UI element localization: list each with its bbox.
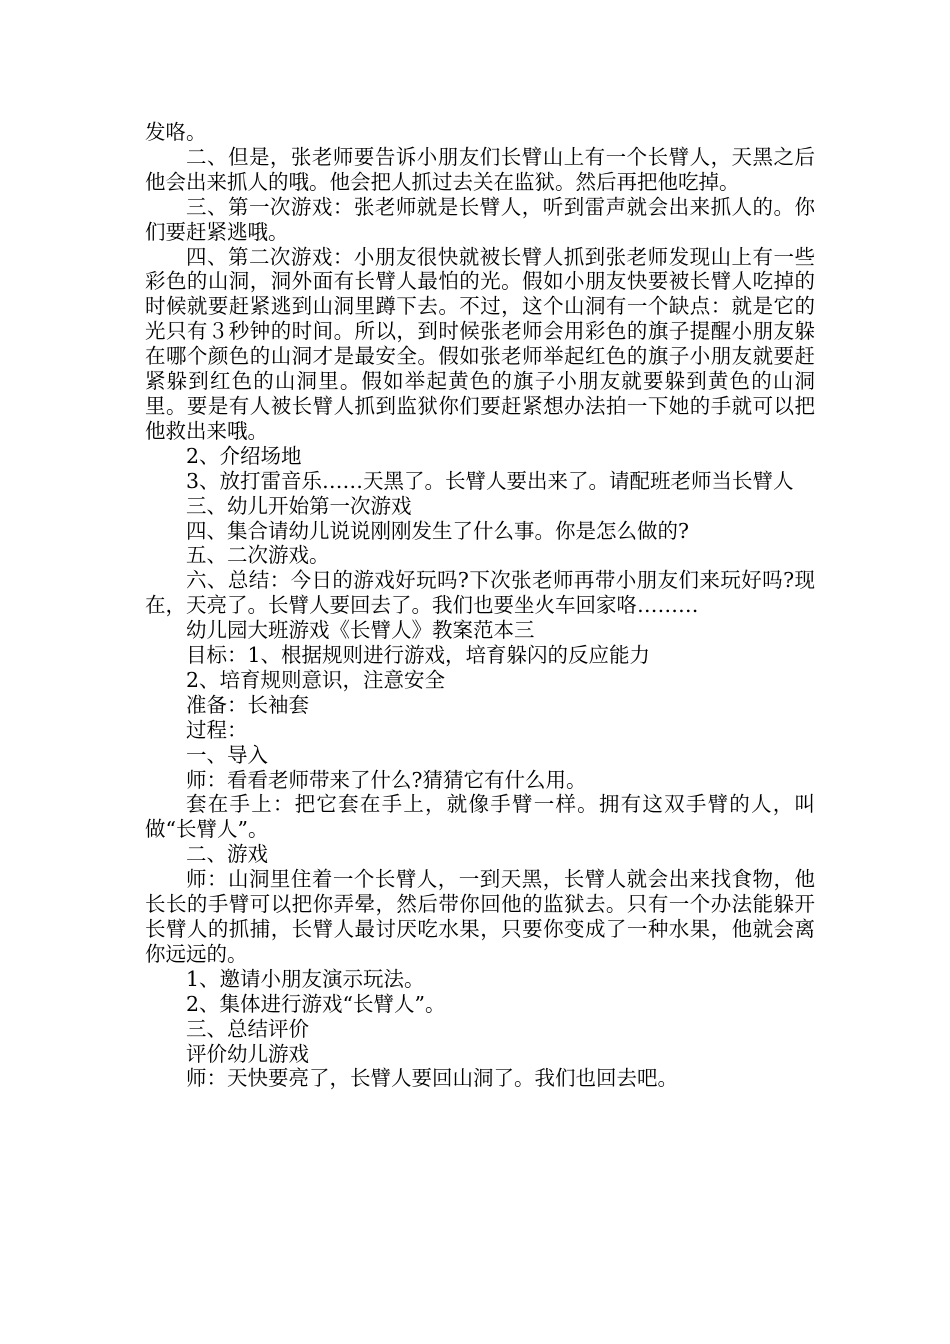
paragraph-16: 一、导入 [186, 742, 268, 767]
paragraph-8: 四、集合请幼儿说说刚刚发生了什么事。你是怎么做的? [186, 518, 689, 543]
paragraph-21: 1、邀请小朋友演示玩法。 [186, 966, 425, 991]
paragraph-3: 三、第一次游戏：张老师就是长臂人，听到雷声就会出来抓人的。你们要赶紧逃哦。 [145, 194, 815, 244]
paragraph-10: 六、总结：今日的游戏好玩吗?下次张老师再带小朋友们来玩好吗?现在，天亮了。长臂人要回去了。我们也要坐火车回家咯……… [145, 568, 815, 618]
paragraph-12: 目标：1、根据规则进行游戏，培育躲闪的反应能力 [186, 643, 651, 668]
paragraph-15: 过程： [186, 717, 248, 742]
paragraph-5: 2、介绍场地 [186, 443, 302, 468]
paragraph-17: 师：看看老师带来了什么?猜猜它有什么用。 [186, 767, 587, 792]
paragraph-9: 五、二次游戏。 [186, 543, 330, 568]
paragraph-7: 三、幼儿开始第一次游戏 [186, 493, 412, 518]
paragraph-23: 三、总结评价 [186, 1016, 309, 1041]
section-heading: 幼儿园大班游戏《长臂人》教案范本三 [186, 618, 535, 643]
paragraph-18: 套在手上：把它套在手上，就像手臂一样。拥有这双手臂的人，叫做“长臂人”。 [145, 792, 815, 842]
paragraph-20: 师：山洞里住着一个长臂人，一到天黑，长臂人就会出来找食物，他长长的手臂可以把你弄晕，然后带你回他的监狱去。只有一个办法能躲开长臂人的抓捕，长臂人最讨厌吃水果，只要你变成了一种水果，他就会离你远远的。 [145, 867, 815, 966]
paragraph-24: 评价幼儿游戏 [186, 1041, 309, 1066]
paragraph-13: 2、培育规则意识，注意安全 [186, 667, 446, 692]
document-page [145, 120, 815, 1091]
paragraph-4: 四、第二次游戏：小朋友很快就被长臂人抓到张老师发现山上有一些彩色的山洞，洞外面有长臂人最怕的光。假如小朋友快要被长臂人吃掉的时候就要赶紧逃到山洞里蹲下去。不过，这个山洞有一个缺点：就是它的光只有３秒钟的时间。所以，到时候张老师会用彩色的旗子提醒小朋友躲在哪个颜色的山洞才是最安全。假如张老师举起红色的旗子小朋友就要赶紧躲到红色的山洞里。假如举起黄色的旗子小朋友就要躲到黄色的山洞里。要是有人被长臂人抓到监狱你们要赶紧想办法拍一下她的手就可以把他救出来哦。 [145, 244, 815, 443]
paragraph-19: 二、游戏 [186, 842, 268, 867]
paragraph-1: 发咯。 [145, 120, 207, 144]
paragraph-2: 二、但是，张老师要告诉小朋友们长臂山上有一个长臂人，天黑之后他会出来抓人的哦。他会把人抓过去关在监狱。然后再把他吃掉。 [145, 144, 815, 194]
paragraph-14: 准备：长袖套 [186, 692, 309, 717]
paragraph-6: 3、放打雷音乐……天黑了。长臂人要出来了。请配班老师当长臂人 [186, 468, 794, 493]
paragraph-25: 师：天快要亮了，长臂人要回山洞了。我们也回去吧。 [186, 1066, 678, 1091]
paragraph-22: 2、集体进行游戏“长臂人”。 [186, 991, 446, 1016]
